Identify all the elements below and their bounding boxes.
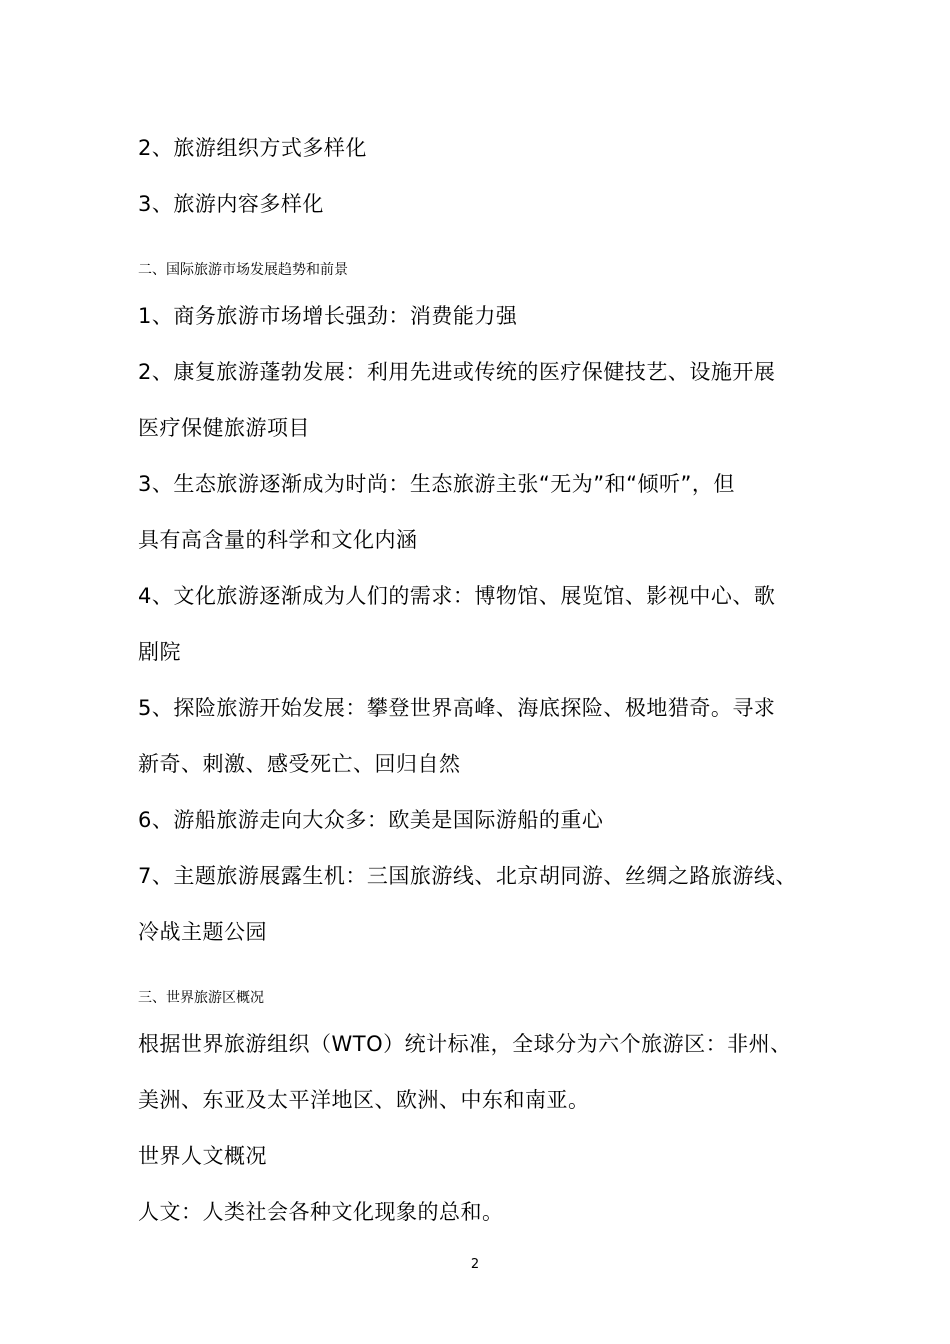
list-item-adventure-tourism-cont: 新奇、刺激、感受死亡、回归自然: [138, 752, 461, 776]
definition-humanities: 人文：人类社会各种文化现象的总和。: [138, 1200, 504, 1224]
list-item-adventure-tourism: 5、探险旅游开始发展：攀登世界高峰、海底探险、极地猎奇。寻求: [138, 696, 776, 720]
list-item-theme-tourism-cont: 冷战主题公园: [138, 920, 267, 944]
list-item-health-tourism-cont: 医疗保健旅游项目: [138, 416, 310, 440]
section-heading-market-trends: 二、国际旅游市场发展趋势和前景: [138, 262, 348, 278]
paragraph-wto-regions-cont: 美洲、东亚及太平洋地区、欧洲、中东和南亚。: [138, 1088, 590, 1112]
list-item-theme-tourism: 7、主题旅游展露生机：三国旅游线、北京胡同游、丝绸之路旅游线、: [138, 864, 797, 888]
section-heading-world-regions: 三、世界旅游区概况: [138, 990, 264, 1006]
list-item-organization-diversity: 2、旅游组织方式多样化: [138, 136, 367, 160]
paragraph-wto-regions: 根据世界旅游组织（WTO）统计标准，全球分为六个旅游区：非州、: [138, 1032, 792, 1056]
list-item-content-diversity: 3、旅游内容多样化: [138, 192, 324, 216]
list-item-eco-tourism-cont: 具有高含量的科学和文化内涵: [138, 528, 418, 552]
list-item-eco-tourism: 3、生态旅游逐渐成为时尚：生态旅游主张“无为”和“倾听”，但: [138, 472, 735, 496]
page-number: 2: [470, 1257, 480, 1272]
list-item-culture-tourism: 4、文化旅游逐渐成为人们的需求：博物馆、展览馆、影视中心、歌: [138, 584, 776, 608]
subheading-humanities-overview: 世界人文概况: [138, 1144, 267, 1168]
list-item-culture-tourism-cont: 剧院: [138, 640, 181, 664]
list-item-health-tourism: 2、康复旅游蓬勃发展：利用先进或传统的医疗保健技艺、设施开展: [138, 360, 776, 384]
list-item-business-tourism: 1、商务旅游市场增长强劲：消费能力强: [138, 304, 518, 328]
list-item-cruise-tourism: 6、游船旅游走向大众多：欧美是国际游船的重心: [138, 808, 604, 832]
